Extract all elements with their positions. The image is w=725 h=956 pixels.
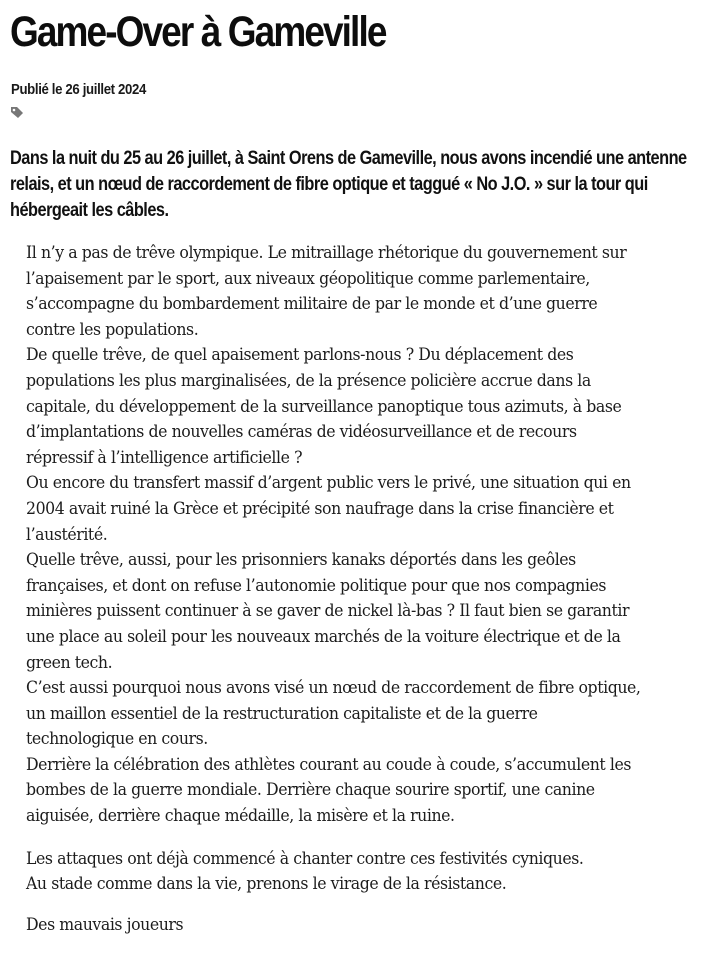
body-line: contre les populations. (26, 319, 199, 339)
body-line: green tech. (26, 652, 113, 672)
article-lead (10, 146, 698, 224)
closing-line: Les attaques ont déjà commencé à chanter contre ces festivités cyniques. (26, 848, 584, 868)
body-line: l’apaisement par le sport, aux niveaux géopolitique comme parlementaire, (26, 268, 590, 288)
article-body (26, 240, 698, 937)
body-line: De quelle trêve, de quel apaisement parlons-nous ? Du déplacement des (26, 345, 574, 365)
lead-line: hébergeait les câbles. (10, 200, 169, 221)
body-line: minières puissent continuer à se gaver de nickel là-bas ? Il faut bien se garantir (26, 601, 630, 621)
lead-line: relais, et un nœud de raccordement de fibre optique et taggué « No J.O. » sur la tour qui (10, 174, 648, 195)
body-line: aiguisée, derrière chaque médaille, la misère et la ruine. (26, 806, 455, 826)
body-line: une place au soleil pour les nouveaux marchés de la voiture électrique et de la (26, 626, 621, 646)
tag-icon[interactable] (10, 106, 24, 119)
paragraph-spacer (26, 897, 698, 912)
body-line: capitale, du développement de la surveillance panoptique tous azimuts, à base (26, 396, 622, 416)
body-line: s’accompagne du bombardement militaire de par le monde et d’une guerre (26, 294, 598, 314)
body-line: françaises, et dont on refuse l’autonomie politique pour que nos compagnies (26, 575, 606, 595)
body-line: d’implantations de nouvelles caméras de vidéosurveillance et de recours (26, 422, 577, 442)
signature: Des mauvais joueurs (26, 914, 184, 934)
article-title: Game-Over à Gameville (10, 8, 386, 56)
closing-line: Au stade comme dans la vie, prenons le virage de la résistance. (26, 874, 507, 894)
body-line: bombes de la guerre mondiale. Derrière chaque sourire sportif, une canine (26, 780, 595, 800)
publication-date: Publié le 26 juillet 2024 (11, 81, 147, 98)
body-line: Ou encore du transfert massif d’argent public vers le privé, une situation qui en (26, 473, 631, 493)
body-line: populations les plus marginalisées, de la présence policière accrue dans la (26, 370, 591, 390)
body-line: un maillon essentiel de la restructuration capitaliste et de la guerre (26, 703, 538, 723)
body-line: l’austérité. (26, 524, 108, 544)
body-line: technologique en cours. (26, 729, 208, 749)
paragraph-spacer (26, 829, 698, 846)
lead-line: Dans la nuit du 25 au 26 juillet, à Saint Orens de Gameville, nous avons incendié une antenne (10, 148, 687, 169)
body-line: 2004 avait ruiné la Grèce et précipité son naufrage dans la crise financière et (26, 498, 614, 518)
body-line: Il n’y a pas de trêve olympique. Le mitraillage rhétorique du gouvernement sur (26, 243, 627, 262)
body-line: répressif à l’intelligence artificielle ? (26, 447, 303, 467)
body-line: Derrière la célébration des athlètes courant au coude à coude, s’accumulent les (26, 754, 631, 774)
body-line: C’est aussi pourquoi nous avons visé un nœud de raccordement de fibre optique, (26, 678, 641, 698)
body-line: Quelle trêve, aussi, pour les prisonniers kanaks déportés dans les geôles (26, 550, 576, 570)
